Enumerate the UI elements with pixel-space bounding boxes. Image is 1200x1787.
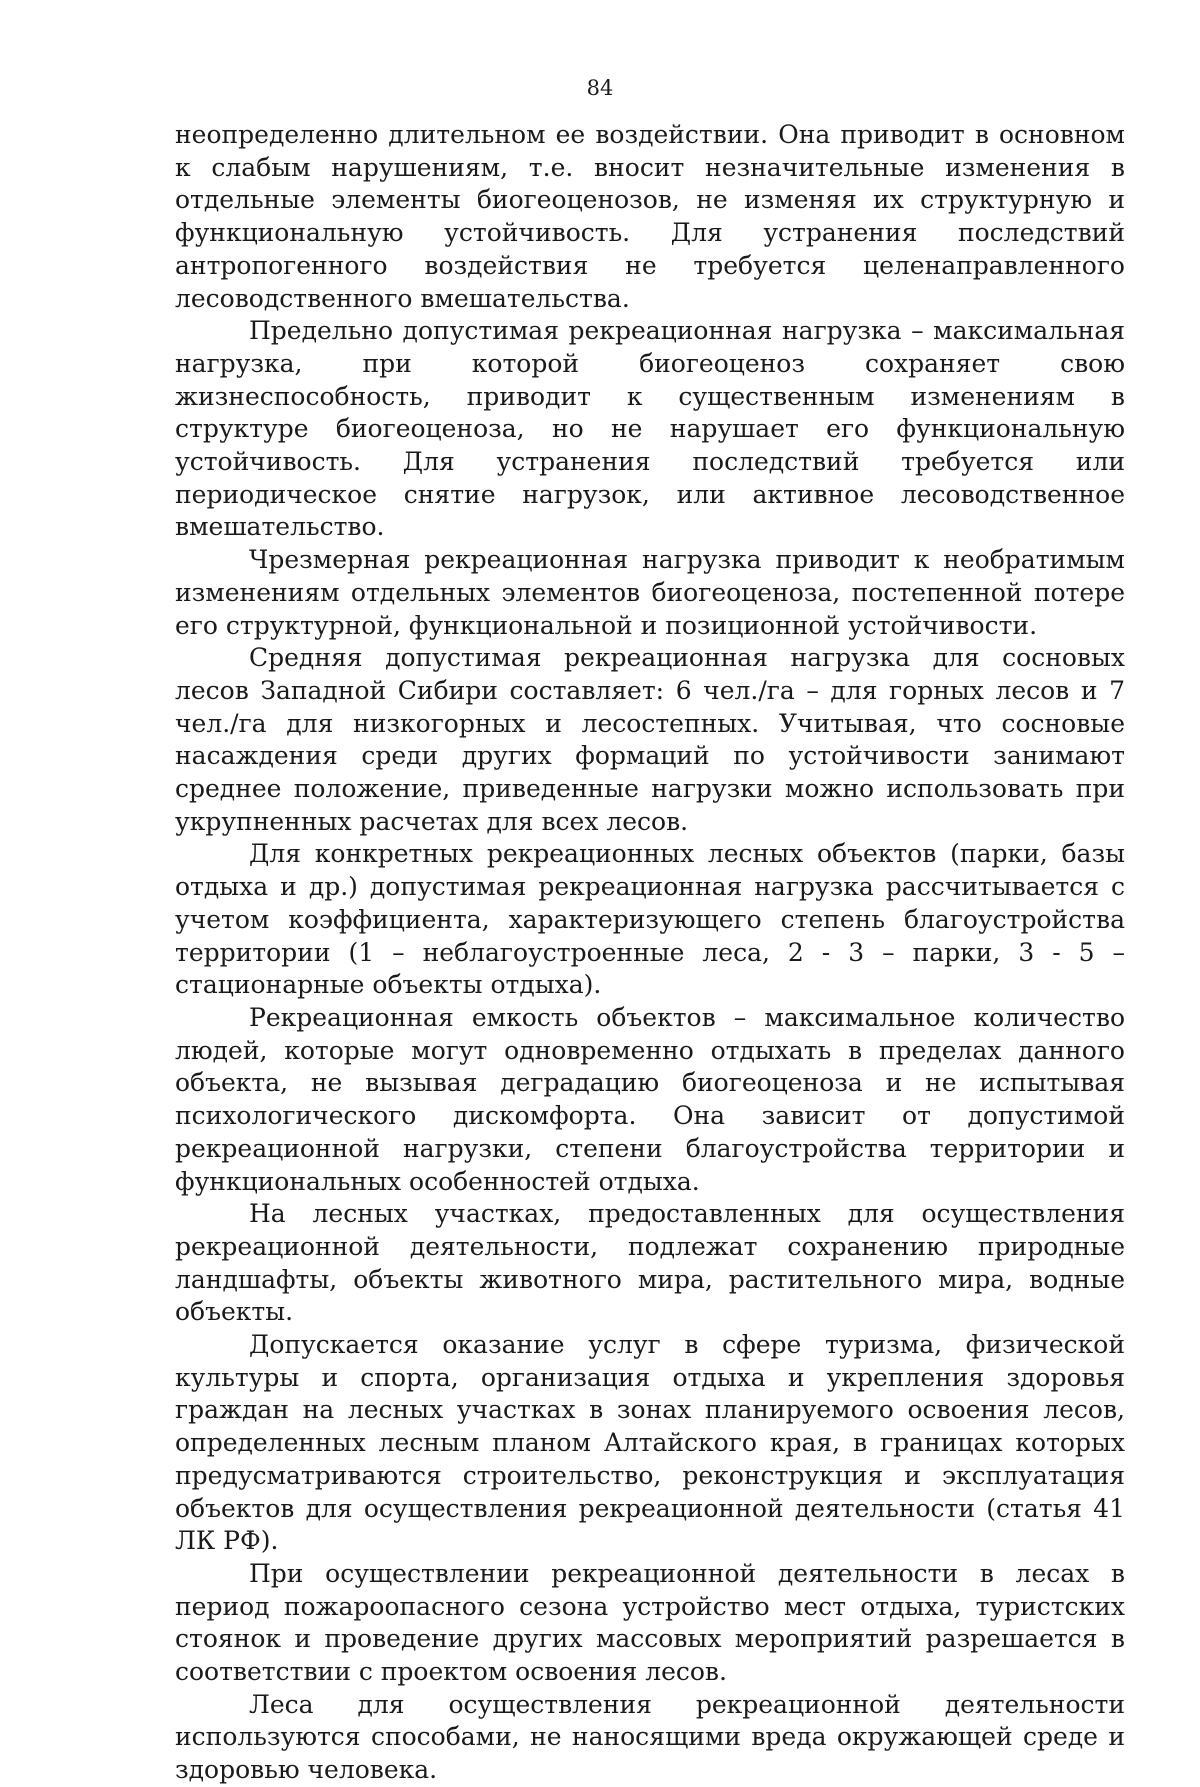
paragraph-recreational-capacity: Рекреационная емкость объектов – максимальное количество людей, которые могут одновременно отдыхать в пределах данного объекта, не вызывая деградацию биогеоценоза и не испытывая психологического дискомфорта. Она зависит от допустимой рекреационной нагрузки, степени благоустройства территории и функциональных особенностей отдыха. xyxy=(175,1002,1125,1196)
paragraph-max-allowable-load: Предельно допустимая рекреационная нагрузка – максимальная нагрузка, при которой биогеоценоз сохраняет свою жизнеспособность, приводит к существенным изменениям в структуре биогеоценоза, но не нарушает его функциональную устойчивость. Для устранения последствий требуется или периодическое снятие нагрузок, или активное лесоводственное вмешательство. xyxy=(175,316,1125,542)
paragraph-preservation: На лесных участках, предоставленных для осуществления рекреационной деятельности, подлежат сохранению природные ландшафты, объекты животного мира, растительного мира, водные объекты. xyxy=(175,1199,1125,1327)
paragraph-fire-season: При осуществлении рекреационной деятельности в лесах в период пожароопасного сезона устройство мест отдыха, туристских стоянок и проведение других массовых мероприятий разрешается в соответствии с проектом освоения лесов. xyxy=(175,1558,1125,1687)
paragraph-continuation: неопределенно длительном ее воздействии. Она приводит в основном к слабым нарушениям, т.е. вносит незначительные изменения в отдельные элементы биогеоценозов, не изменяя их структурную и функциональную устойчивость. Для устранения последствий антропогенного воздействия не требуется целенаправленного лесоводственного вмешательства. xyxy=(175,120,1125,313)
page-number: 84 xyxy=(586,76,614,100)
paragraph-forest-use: Леса для осуществления рекреационной деятельности используются способами, не наносящими вреда окружающей среде и здоровью человека. xyxy=(175,1689,1125,1785)
paragraph-services-allowed: Допускается оказание услуг в сфере туризма, физической культуры и спорта, организация отдыха и укрепления здоровья граждан на лесных участках в зонах планируемого освоения лесов, определенных лесным планом Алтайского края, в границах которых предусматриваются строительство, реконструкция и эксплуатация объектов для осуществления рекреационной деятельности (статья 41 ЛК РФ). xyxy=(175,1330,1125,1556)
paragraph-average-load: Средняя допустимая рекреационная нагрузка для сосновых лесов Западной Сибири составляет: 6 чел./га – для горных лесов и 7 чел./га для низкогорных и лесостепных. Учитывая, что сосновые насаждения среди других формаций по устойчивости занимают среднее положение, приведенные нагрузки можно использовать при укрупненных расчетах для всех лесов. xyxy=(175,643,1125,836)
document-body xyxy=(175,119,1125,1787)
paragraph-excessive-load: Чрезмерная рекреационная нагрузка приводит к необратимым изменениям отдельных элементов биогеоценоза, постепенной потере его структурной, функциональной и позиционной устойчивости. xyxy=(175,545,1125,640)
paragraph-specific-objects: Для конкретных рекреационных лесных объектов (парки, базы отдыха и др.) допустимая рекреационная нагрузка рассчитывается с учетом коэффициента, характеризующего степень благоустройства территории (1 – неблагоустроенные леса, 2 - 3 – парки, 3 - 5 – стационарные объекты отдыха). xyxy=(175,839,1125,1000)
